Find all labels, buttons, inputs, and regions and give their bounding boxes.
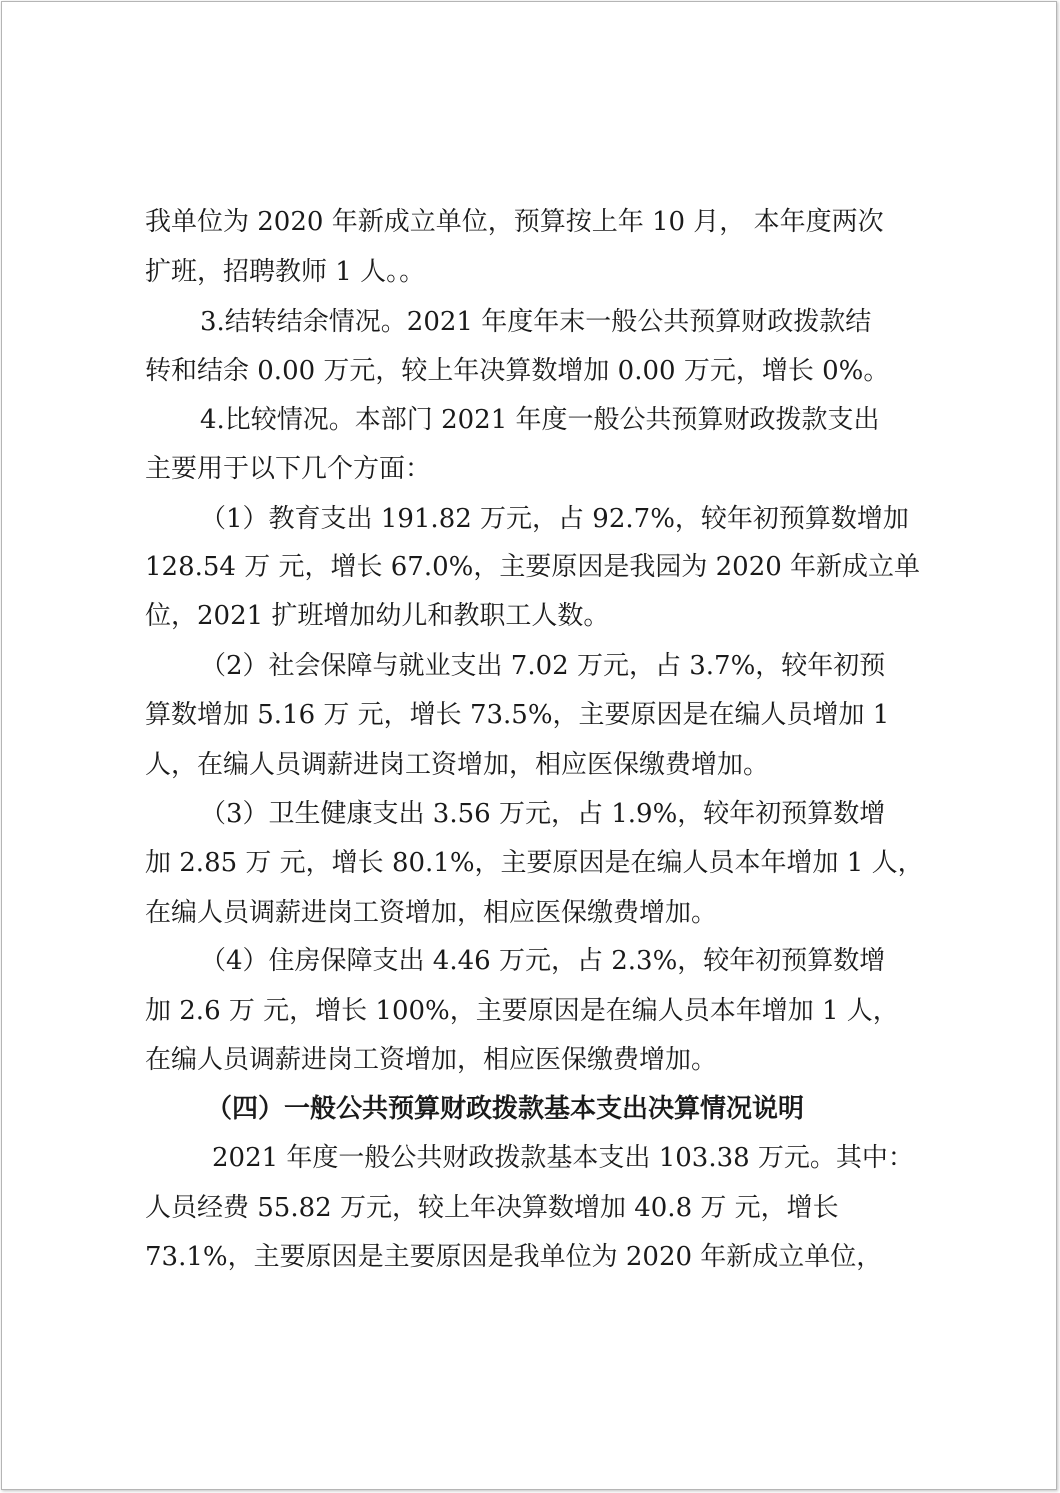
text-line: 4.比较情况。本部门 2021 年度一般公共预算财政拨款支出 — [200, 405, 880, 435]
section-heading: （四）一般公共预算财政拨款基本支出决算情况说明 — [206, 1094, 805, 1124]
text-line: 73.1%，主要原因是主要原因是我单位为 2020 年新成立单位， — [145, 1242, 883, 1272]
text-line: （4）住房保障支出 4.46 万元，占 2.3%，较年初预算数增 — [200, 946, 886, 976]
text-line: 人，在编人员调薪进岗工资增加，相应医保缴费增加。 — [145, 750, 770, 780]
text-line: 位，2021 扩班增加幼儿和教职工人数。 — [145, 601, 610, 631]
text-line: （2）社会保障与就业支出 7.02 万元，占 3.7%，较年初预 — [200, 651, 886, 681]
text-line: 我单位为 2020 年新成立单位，预算按上年 10 月， 本年度两次 — [145, 207, 884, 237]
text-line: 在编人员调薪进岗工资增加，相应医保缴费增加。 — [145, 898, 718, 928]
text-line: 加 2.85 万 元，增长 80.1%，主要原因是在编人员本年增加 1 人， — [145, 848, 924, 878]
text-line: 算数增加 5.16 万 元，增长 73.5%，主要原因是在编人员增加 1 — [145, 700, 890, 730]
text-line: （1）教育支出 191.82 万元，占 92.7%，较年初预算数增加 — [200, 504, 909, 534]
text-line: （3）卫生健康支出 3.56 万元，占 1.9%，较年初预算数增 — [200, 799, 886, 829]
text-line: 主要用于以下几个方面： — [145, 454, 432, 484]
text-line: 在编人员调薪进岗工资增加，相应医保缴费增加。 — [145, 1045, 718, 1075]
text-line: 人员经费 55.82 万元，较上年决算数增加 40.8 万 元，增长 — [145, 1193, 839, 1223]
text-line: 128.54 万 元，增长 67.0%，主要原因是我园为 2020 年新成立单 — [145, 552, 921, 582]
text-line: 2021 年度一般公共财政拨款基本支出 103.38 万元。其中： — [212, 1143, 914, 1173]
text-line: 转和结余 0.00 万元，较上年决算数增加 0.00 万元，增长 0%。 — [145, 356, 890, 386]
text-line: 3.结转结余情况。2021 年度年末一般公共预算财政拨款结 — [200, 307, 872, 337]
text-line: 扩班，招聘教师 1 人。。 — [145, 257, 426, 287]
document-page — [1, 1, 1057, 1490]
text-line: 加 2.6 万 元，增长 100%，主要原因是在编人员本年增加 1 人， — [145, 996, 899, 1026]
